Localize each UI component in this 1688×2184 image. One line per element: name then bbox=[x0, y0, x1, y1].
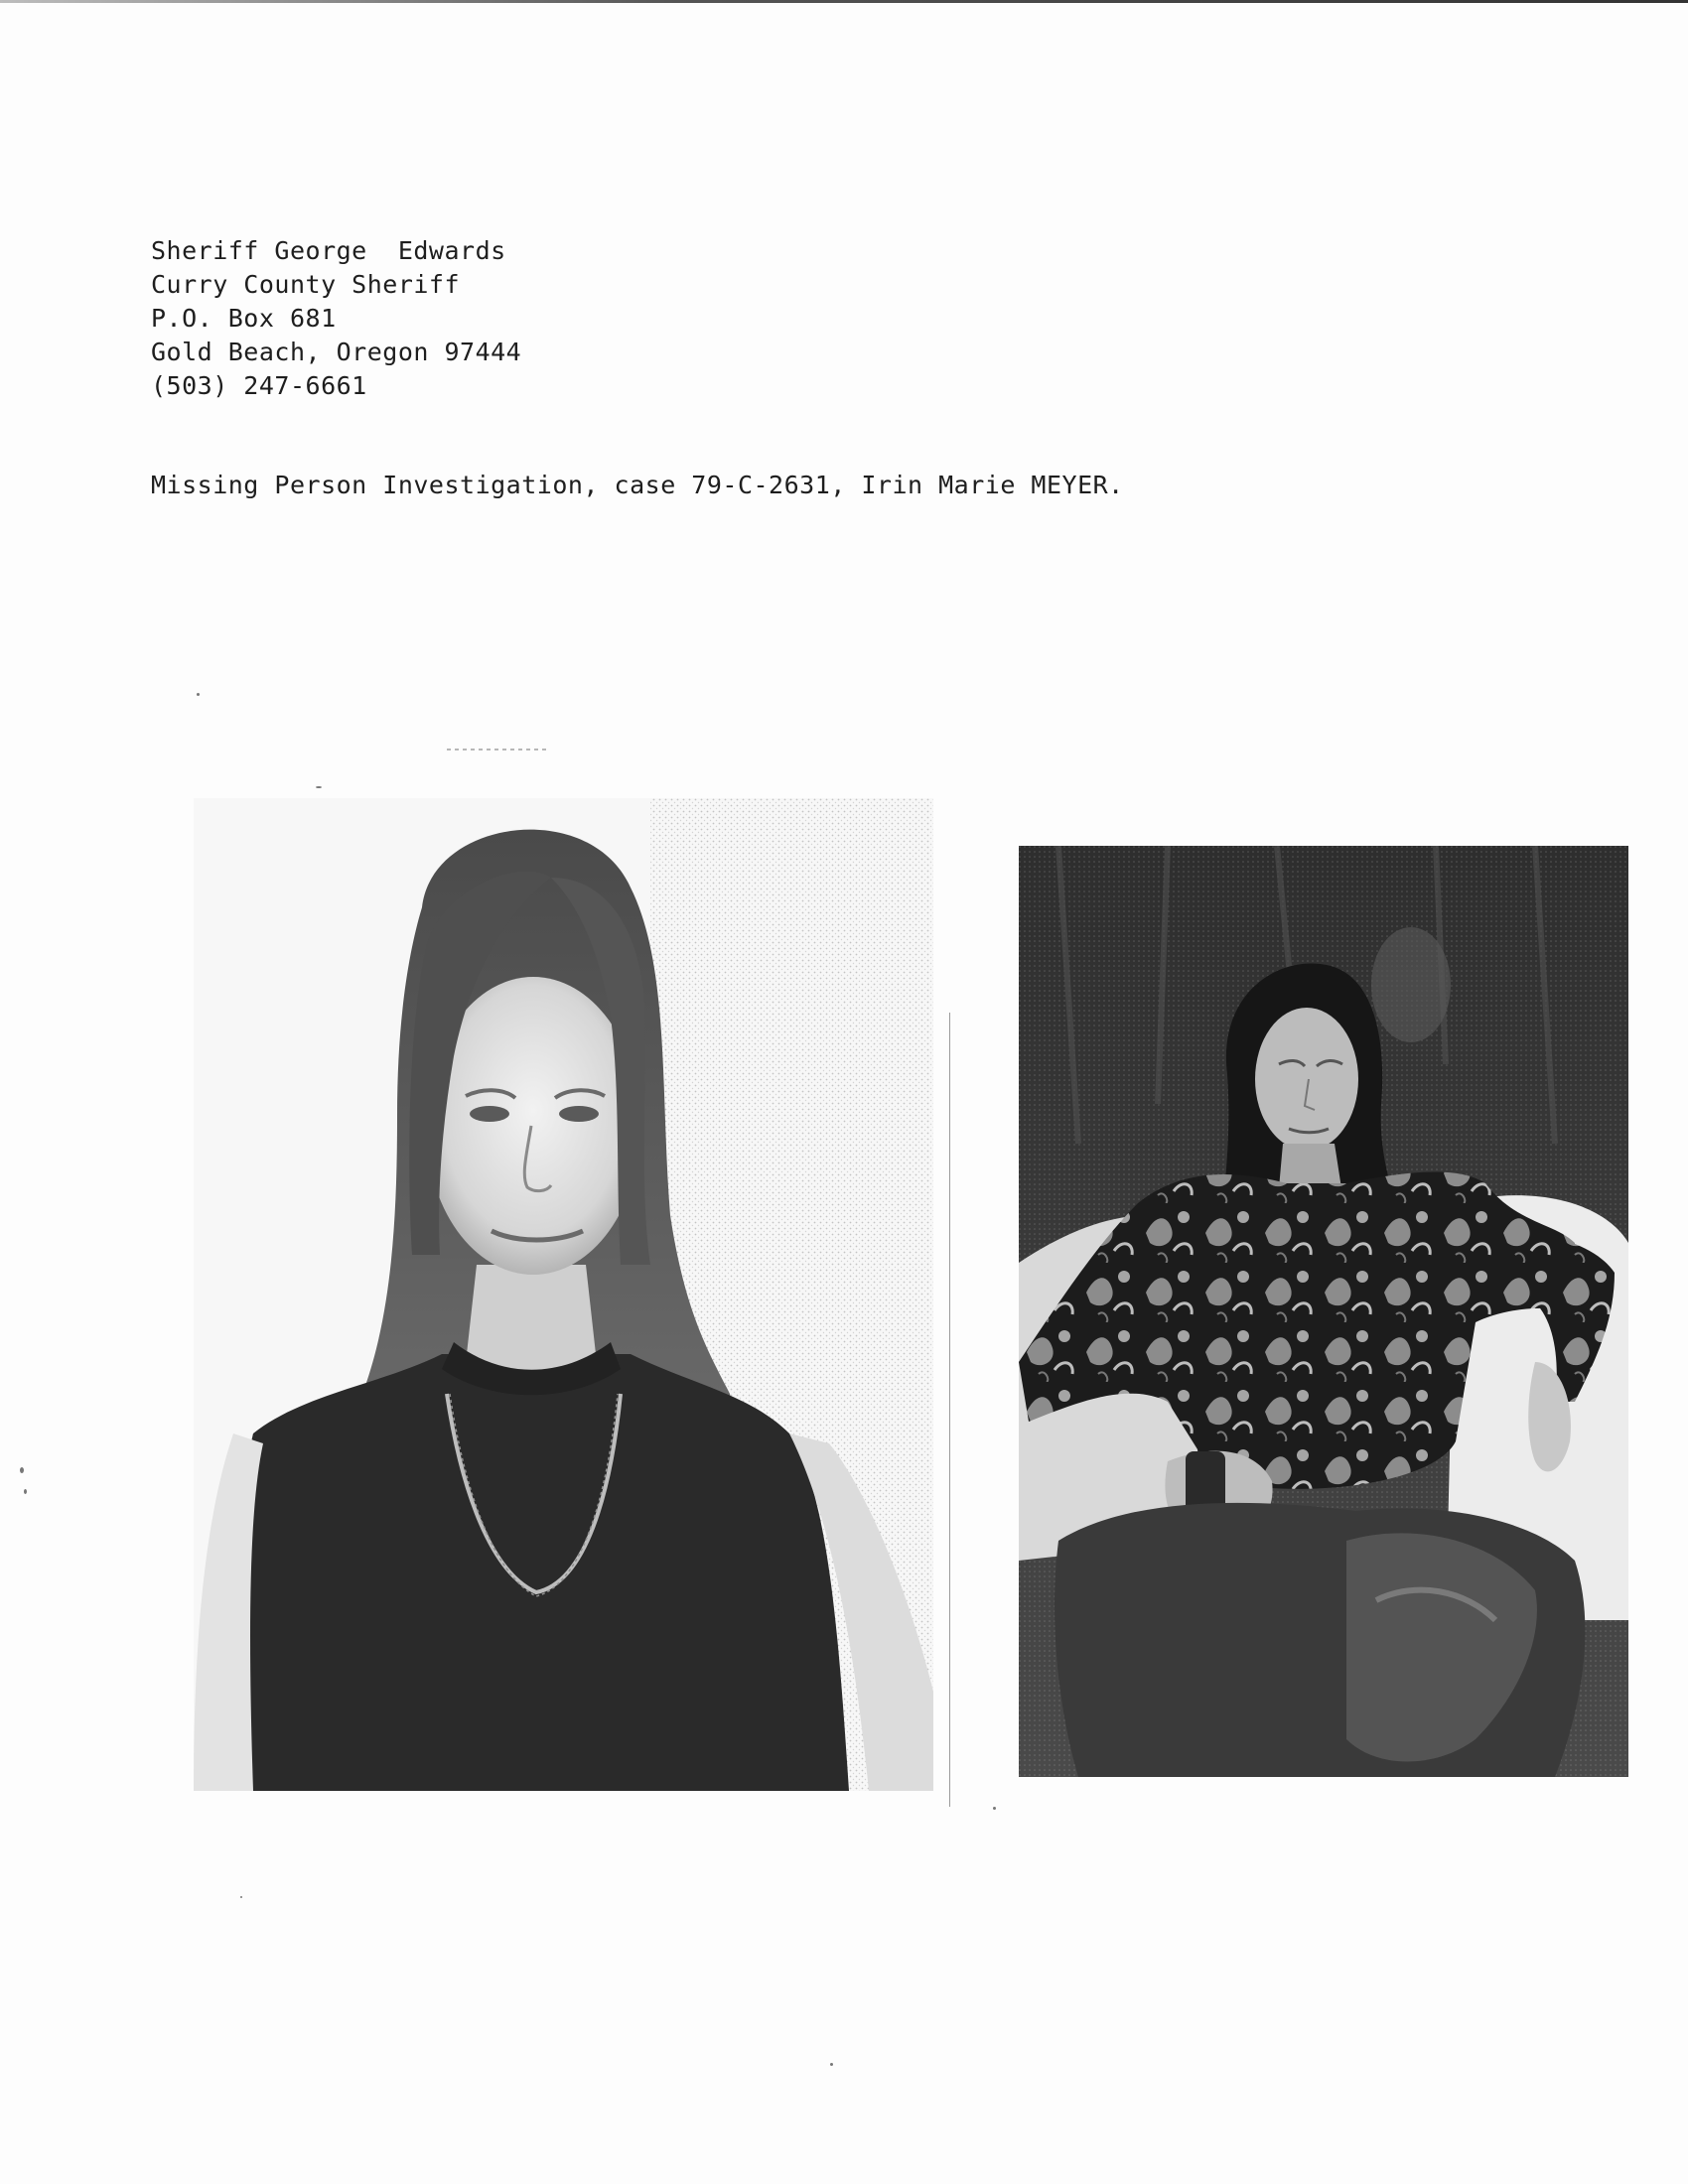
address-line-office: Curry County Sheriff bbox=[151, 270, 461, 299]
scan-artifact bbox=[240, 1896, 242, 1898]
scan-artifact bbox=[197, 693, 200, 696]
scan-artifact bbox=[447, 749, 546, 751]
scan-edge bbox=[0, 0, 1688, 3]
sender-address-block bbox=[151, 234, 521, 403]
portrait-photo-image bbox=[194, 798, 933, 1791]
seated-photo bbox=[1019, 846, 1628, 1777]
address-line-phone: (503) 247-6661 bbox=[151, 371, 367, 400]
photo-divider-line bbox=[949, 1013, 950, 1807]
portrait-photo bbox=[194, 798, 933, 1791]
address-line-po-box: P.O. Box 681 bbox=[151, 304, 337, 333]
scan-artifact bbox=[830, 2063, 833, 2066]
address-line-name: Sheriff George Edwards bbox=[151, 236, 506, 265]
address-line-city: Gold Beach, Oregon 97444 bbox=[151, 338, 522, 366]
subject-line: Missing Person Investigation, case 79-C-2631, Irin Marie MEYER. bbox=[151, 471, 1124, 499]
scan-artifact bbox=[316, 786, 322, 788]
scan-artifact bbox=[24, 1489, 27, 1494]
scan-artifact bbox=[20, 1467, 24, 1473]
scan-artifact bbox=[993, 1807, 996, 1810]
seated-photo-image bbox=[1019, 846, 1628, 1777]
